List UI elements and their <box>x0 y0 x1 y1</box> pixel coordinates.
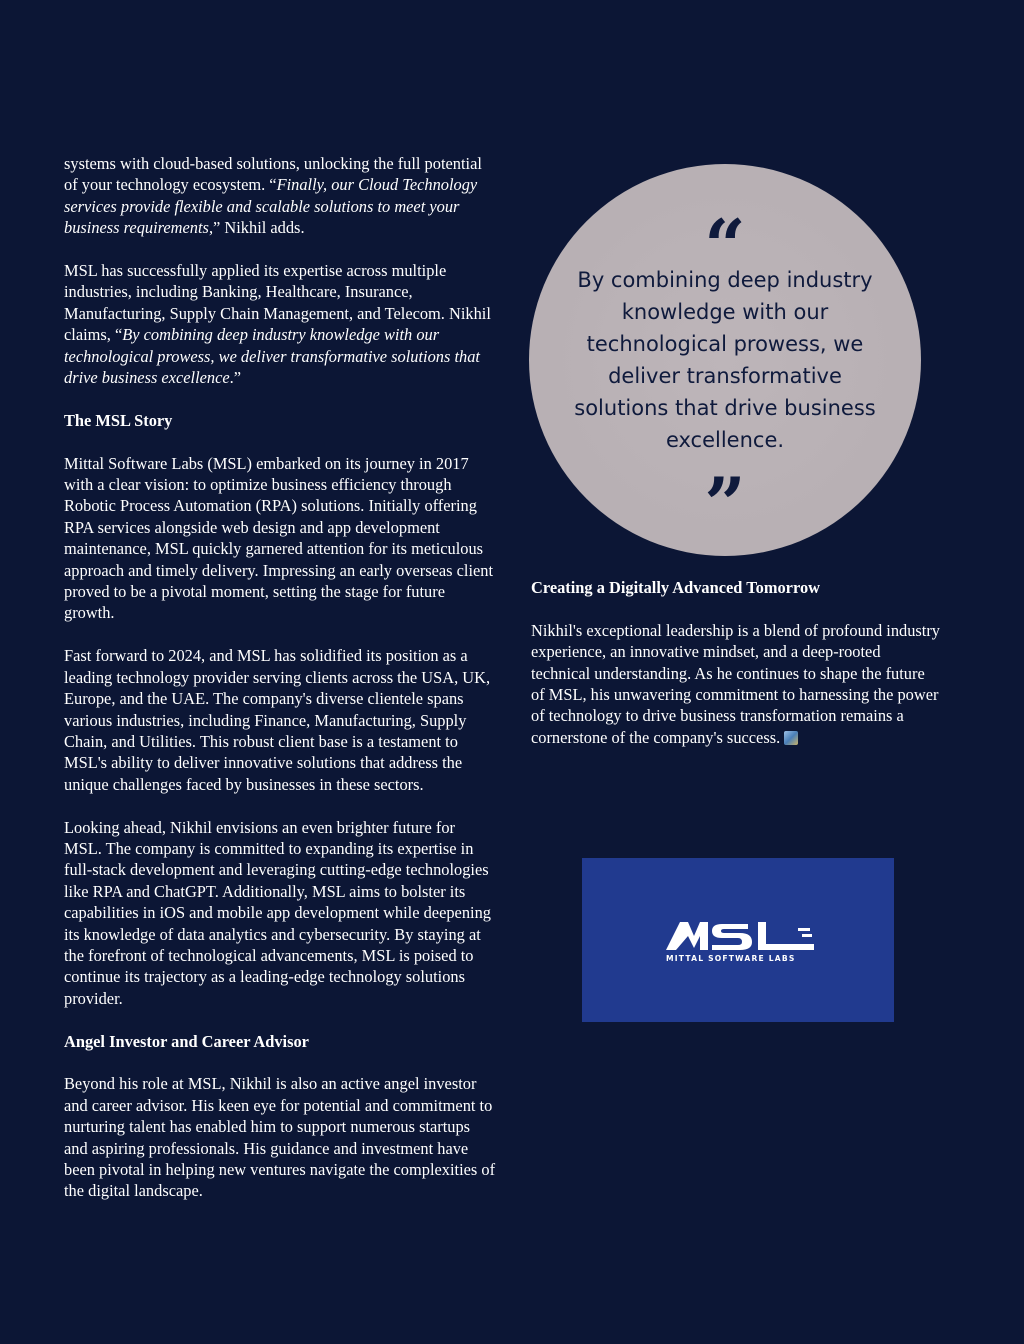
paragraph-text: MSL has successfully applied its expertise across multiple industries, including Banking, Healthcare, Insurance, Manufacturing, Supply Chain Management, and Telecom. Nikhil claims, “ <box>64 261 491 345</box>
pull-quote-text: By combining deep industry knowledge with our technological prowess, we deliver transformative solutions that drive business excellence. <box>574 268 876 452</box>
msl-wordmark-icon <box>666 918 816 954</box>
paragraph-fast-forward: Fast forward to 2024, and MSL has solidified its position as a leading technology provider serving clients across the USA, UK, Europe, and the UAE. The company's diverse clientele spans various industries, including Finance, Manufacturing, Supply Chain, and Utilities. This robust client base is a testament to MSL's ability to deliver innovative solutions that address the unique challenges faced by businesses in these sectors. <box>64 646 491 794</box>
quote-italic: Finally, our Cloud Technology services provide flexible and scalable solutions to meet your business requirements <box>64 175 478 238</box>
logo-subtitle: MITTAL SOFTWARE LABS <box>666 954 796 963</box>
pull-quote-circle <box>529 164 921 556</box>
right-column <box>531 577 941 770</box>
heading-angel-investor: Angel Investor and Career Advisor <box>64 1031 309 1051</box>
heading-digitally-advanced: Creating a Digitally Advanced Tomorrow <box>531 578 820 597</box>
left-column <box>64 153 496 1223</box>
paragraph-cloud <box>64 153 496 239</box>
paragraph-text: ,” Nikhil adds. <box>208 218 305 238</box>
paragraph-journey: Mittal Software Labs (MSL) embarked on its journey in 2017 with a clear vision: to optimize business efficiency through Robotic Process Automation (RPA) solutions. Initially offering RPA services alongside web design and app development maintenance, MSL quickly garnered attention for its meticulous approach and timely delivery. Impressing an early overseas client proved to be a pivotal moment, setting the stage for future growth. <box>64 453 494 623</box>
paragraph-leadership <box>531 620 941 748</box>
paragraph-looking-ahead: Looking ahead, Nikhil envisions an even brighter future for MSL. The company is committed to expanding its expertise in full-stack development and leveraging cutting-edge technologies like RPA and ChatGPT. Additionally, MSL aims to bolster its capabilities in iOS and mobile app development while deepening its knowledge of data analytics and cybersecurity. By staying at the forefront of technological advancements, MSL is poised to continue its trajectory as a leading-edge technology solutions provider. <box>64 817 491 1008</box>
paragraph-industries <box>64 260 496 388</box>
quote-italic: By combining deep industry knowledge with our technological prowess, we deliver transformative solutions that drive business excellence <box>64 325 480 388</box>
close-quote-icon: ” <box>704 461 746 546</box>
msl-logo <box>582 858 894 1022</box>
paragraph-text: systems with cloud-based solutions, unlocking the full potential of your technology ecosystem. “ <box>64 154 482 195</box>
open-quote-icon: “ <box>704 203 746 288</box>
emoji-icon <box>784 731 798 745</box>
paragraph-angel: Beyond his role at MSL, Nikhil is also an active angel investor and career advisor. His keen eye for potential and commitment to nurturing talent has enabled him to support numerous startups and aspiring professionals. His guidance and investment have been pivotal in helping new ventures navigate the complexities of the digital landscape. <box>64 1074 496 1201</box>
paragraph-text: Nikhil's exceptional leadership is a blend of profound industry experience, an innovative mindset, and a deep-rooted technical understanding. As he continues to shape the future of MSL, his unwavering commitment to harnessing the power of technology to drive business transformation remains a cornerstone of the company's success. <box>531 620 940 747</box>
heading-msl-story: The MSL Story <box>64 410 173 430</box>
paragraph-text: .” <box>229 368 242 388</box>
